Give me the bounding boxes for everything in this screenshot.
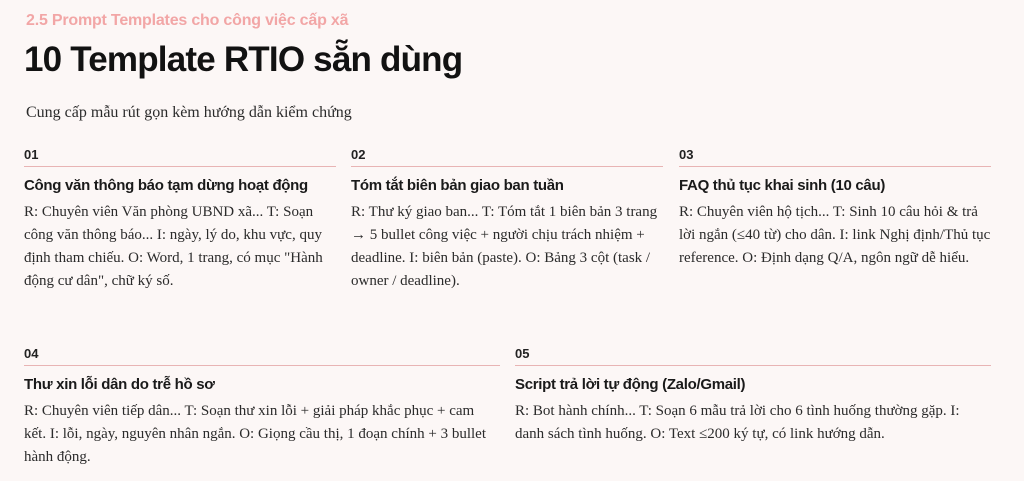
template-card-03 (679, 146, 991, 270)
card-title: Tóm tắt biên bản giao ban tuần (351, 177, 564, 194)
card-number: 05 (515, 346, 530, 361)
card-number: 01 (24, 147, 39, 162)
card-title: FAQ thủ tục khai sinh (10 câu) (679, 177, 886, 194)
page-title: 10 Template RTIO sẵn dùng (24, 40, 463, 79)
card-body: R: Chuyên viên hộ tịch... T: Sinh 10 câu hỏi & trả lời ngắn (≤40 từ) cho dân. I: link Nghị định/Thủ tục reference. O: Định dạng Q/A, ngôn ngữ dễ hiểu. (679, 204, 991, 266)
card-title: Công văn thông báo tạm dừng hoạt động (24, 177, 308, 194)
card-divider (24, 166, 336, 167)
template-card-01 (24, 146, 336, 293)
page-subtitle: Cung cấp mẫu rút gọn kèm hướng dẫn kiểm chứng (26, 104, 352, 121)
card-body: R: Chuyên viên tiếp dân... T: Soạn thư xin lỗi + giải pháp khắc phục + cam kết. I: lỗi, ngày, nguyên nhân ngắn. O: Giọng cầu thị, 1 đoạn chính + 3 bullet hành động. (24, 403, 486, 465)
card-body: R: Chuyên viên Văn phòng UBND xã... T: Soạn công văn thông báo... I: ngày, lý do, khu vực, quy định tham chiếu. O: Word, 1 trang, có mục "Hành động cư dân", chữ ký số. (24, 204, 323, 289)
card-body: R: Bot hành chính... T: Soạn 6 mẫu trả lời cho 6 tình huống thường gặp. I: danh sách tình huống. O: Text ≤200 ký tự, có link hướng dẫn. (515, 403, 960, 442)
card-number: 02 (351, 147, 366, 162)
card-divider (515, 365, 991, 366)
template-card-04 (24, 345, 500, 469)
card-divider (679, 166, 991, 167)
card-divider (24, 365, 500, 366)
card-body: R: Thư ký giao ban... T: Tóm tắt 1 biên bản 3 trang → 5 bullet công việc + người chịu trách nhiệm + deadline. I: biên bản (paste). O: Bảng 3 cột (task / owner / deadline). (351, 204, 658, 289)
section-kicker: 2.5 Prompt Templates cho công việc cấp xã (26, 12, 349, 29)
card-number: 04 (24, 346, 39, 361)
template-card-05 (515, 345, 991, 446)
card-number: 03 (679, 147, 694, 162)
card-divider (351, 166, 663, 167)
template-card-02 (351, 146, 663, 293)
card-title: Thư xin lỗi dân do trễ hồ sơ (24, 376, 215, 393)
card-title: Script trả lời tự động (Zalo/Gmail) (515, 376, 746, 393)
